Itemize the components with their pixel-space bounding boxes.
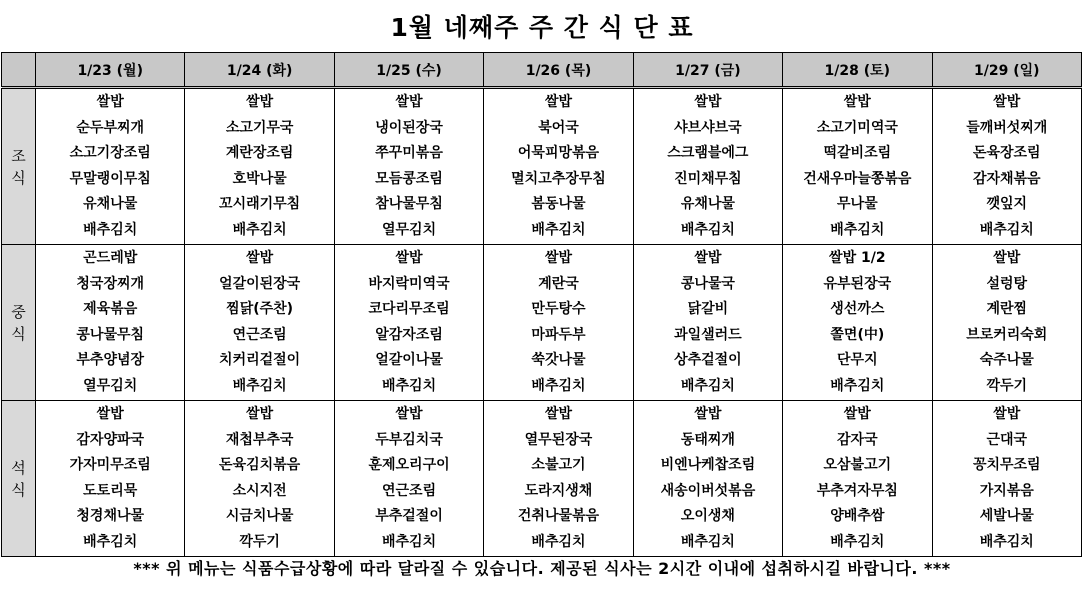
menu-item: 세발나물 [979, 508, 1034, 525]
menu-item: 생선까스 [830, 301, 885, 318]
menu-item: 소시지전 [232, 482, 287, 499]
dinner-label [2, 401, 36, 557]
menu-item: 배추김치 [680, 533, 735, 550]
menu-item: 들깨버섯찌개 [966, 119, 1048, 136]
menu-item: 찜닭(주찬) [226, 301, 294, 318]
menu-item: 쌀밥 [96, 406, 124, 422]
lunch-menu-cell [484, 245, 633, 401]
menu-item: 배추김치 [830, 221, 885, 238]
dinner-menu-cell [932, 401, 1081, 557]
menu-item: 깍두기 [239, 533, 280, 550]
menu-item: 열무김치 [83, 377, 138, 394]
menu-item: 배추김치 [232, 377, 287, 394]
menu-item: 쌀밥 [993, 94, 1021, 110]
menu-item: 쌀밥 [843, 94, 871, 110]
menu-item: 닭갈비 [687, 301, 729, 318]
menu-item: 배추김치 [382, 533, 437, 550]
menu-item: 쌀밥 [246, 250, 274, 266]
menu-item: 건취나물볶음 [517, 508, 600, 525]
menu-item: 부추양념장 [76, 352, 145, 369]
menu-item: 감자국 [837, 431, 878, 448]
menu-item: 만두탕수 [531, 301, 586, 318]
menu-item: 샤브샤브국 [674, 119, 742, 136]
breakfast-menu-cell [484, 88, 633, 245]
menu-item: 쌀밥 [96, 94, 124, 110]
menu-item: 연근조림 [232, 326, 287, 343]
dinner-menu-cell [783, 401, 932, 557]
menu-item: 배추김치 [680, 221, 735, 238]
menu-item: 쌀밥 1/2 [829, 250, 886, 266]
dinner-menu-cell [633, 401, 782, 557]
lunch-menu-cell [783, 245, 932, 401]
menu-item: 오이생채 [680, 508, 735, 525]
menu-item: 소고기장조림 [69, 145, 151, 162]
breakfast-label [2, 88, 36, 245]
menu-item: 재첩부추국 [225, 431, 294, 448]
menu-item: 북어국 [538, 119, 579, 136]
menu-item: 코다리무조림 [368, 301, 450, 318]
day-header: 1/24 (화) [185, 53, 334, 88]
menu-item: 열무김치 [382, 221, 437, 238]
day-header: 1/27 (금) [633, 53, 782, 88]
menu-item: 진미채무침 [674, 170, 742, 187]
menu-item: 쌀밥 [246, 406, 274, 422]
menu-item: 쌀밥 [694, 250, 722, 266]
menu-item: 상추겉절이 [674, 352, 742, 369]
menu-item: 비엔나케찹조림 [660, 457, 756, 474]
menu-item: 도라지생채 [524, 482, 593, 499]
menu-item: 배추김치 [680, 377, 735, 394]
dinner-menu-cell [185, 401, 334, 557]
menu-item: 호박나물 [232, 170, 287, 187]
menu-item: 떡갈비조림 [823, 145, 892, 162]
meal-label-char: 식 [11, 480, 26, 499]
meal-label-char: 식 [11, 324, 26, 343]
menu-item: 꼬시래기무침 [219, 196, 301, 213]
menu-item: 쫄면(中) [830, 326, 885, 343]
lunch-menu-cell [633, 245, 782, 401]
menu-item: 콩나물무침 [76, 326, 145, 343]
menu-item: 쌀밥 [246, 94, 274, 110]
day-header: 1/28 (토) [783, 53, 932, 88]
footer-notice: *** 위 메뉴는 식품수급상황에 따라 달라질 수 있습니다. 제공된 식사는 2시간 이내에 섭취하시길 바랍니다. *** [133, 559, 951, 578]
menu-item: 훈제오리구이 [368, 457, 450, 474]
lunch-menu-cell [334, 245, 483, 401]
menu-item: 얼갈이된장국 [219, 275, 301, 292]
menu-item: 배추김치 [531, 221, 586, 238]
menu-item: 꽁치무조림 [972, 457, 1041, 474]
day-header: 1/29 (일) [932, 53, 1081, 88]
menu-item: 무말랭이무침 [69, 170, 151, 187]
menu-item: 계란찜 [986, 301, 1028, 318]
menu-item: 쌀밥 [544, 250, 572, 266]
menu-item: 무나물 [837, 196, 878, 213]
menu-item: 쌀밥 [544, 94, 572, 110]
menu-item: 유채나물 [83, 196, 138, 213]
menu-item: 감자채볶음 [972, 170, 1041, 187]
menu-item: 시금치나물 [225, 508, 294, 525]
dinner-menu-cell [36, 401, 185, 557]
menu-item: 바지락미역국 [368, 275, 450, 292]
breakfast-menu-cell [334, 88, 483, 245]
menu-item: 돈육김치볶음 [219, 457, 301, 474]
menu-item: 동태찌개 [680, 431, 735, 448]
menu-item: 배추김치 [232, 221, 287, 238]
menu-item: 콩나물국 [680, 275, 735, 292]
menu-item: 쌀밥 [694, 406, 722, 422]
menu-item: 알감자조림 [375, 326, 443, 343]
menu-item: 숙주나물 [979, 352, 1034, 369]
weekly-menu-table [1, 52, 1082, 557]
lunch-menu-cell [36, 245, 185, 401]
menu-item: 유채나물 [680, 196, 735, 213]
breakfast-menu-cell [36, 88, 185, 245]
day-header: 1/26 (목) [484, 53, 633, 88]
meal-label-char: 석 [11, 458, 26, 477]
corner-cell [2, 53, 36, 88]
lunch-menu-cell [932, 245, 1081, 401]
menu-item: 쌀밥 [395, 94, 423, 110]
menu-item: 두부김치국 [375, 431, 443, 448]
menu-item: 곤드레밥 [83, 250, 138, 266]
dinner-row [2, 401, 1082, 557]
menu-item: 깻잎지 [986, 196, 1028, 213]
menu-item: 배추김치 [83, 533, 138, 550]
menu-item: 브로커리숙회 [966, 326, 1048, 343]
menu-item: 쭈꾸미볶음 [375, 145, 443, 162]
menu-item: 유부된장국 [823, 275, 892, 292]
lunch-label [2, 245, 36, 401]
menu-item: 쌀밥 [843, 406, 871, 422]
menu-item: 배추김치 [531, 377, 586, 394]
breakfast-menu-cell [932, 88, 1081, 245]
menu-item: 소고기무국 [225, 119, 294, 136]
menu-item: 도토리묵 [83, 482, 138, 499]
menu-item: 단무지 [837, 352, 878, 369]
menu-item: 가자미무조림 [69, 457, 151, 474]
menu-item: 참나물무침 [375, 196, 443, 213]
menu-item: 과일샐러드 [674, 326, 742, 343]
menu-item: 연근조림 [382, 482, 437, 499]
menu-item: 모듬콩조림 [375, 170, 443, 187]
dinner-menu-cell [334, 401, 483, 557]
breakfast-menu-cell [185, 88, 334, 245]
page-title: 1월 네째주 주 간 식 단 표 [390, 13, 694, 42]
menu-item: 쌀밥 [993, 406, 1021, 422]
menu-item: 치커리겉절이 [219, 352, 301, 369]
menu-item: 쌀밥 [993, 250, 1021, 266]
menu-item: 배추김치 [830, 377, 885, 394]
menu-item: 배추김치 [979, 533, 1034, 550]
menu-item: 설렁탕 [986, 275, 1028, 292]
menu-item: 부추겨자무침 [816, 482, 898, 499]
menu-item: 소불고기 [531, 457, 586, 474]
menu-item: 양배추쌈 [830, 508, 885, 525]
breakfast-row [2, 88, 1082, 245]
menu-item: 제육볶음 [83, 301, 138, 318]
menu-item: 오삼불고기 [823, 457, 892, 474]
menu-item: 배추김치 [531, 533, 586, 550]
menu-item: 깍두기 [986, 377, 1028, 394]
menu-item: 어묵피망볶음 [517, 145, 600, 162]
table-header-row [2, 53, 1082, 88]
menu-item: 봄동나물 [531, 196, 586, 213]
menu-item: 청경채나물 [76, 508, 145, 525]
menu-item: 쌀밥 [395, 250, 423, 266]
menu-item: 계란국 [538, 275, 579, 292]
meal-label-char: 중 [11, 302, 26, 321]
menu-item: 돈육장조림 [972, 145, 1041, 162]
menu-item: 새송이버섯볶음 [660, 482, 756, 499]
menu-item: 순두부찌개 [76, 119, 145, 136]
menu-item: 배추김치 [83, 221, 138, 238]
menu-item: 배추김치 [830, 533, 885, 550]
menu-item: 계란장조림 [225, 145, 294, 162]
menu-item: 가지볶음 [979, 482, 1034, 499]
meal-label-char: 조 [11, 146, 26, 165]
menu-item: 쌀밥 [395, 406, 423, 422]
menu-item: 냉이된장국 [375, 119, 443, 136]
dinner-menu-cell [484, 401, 633, 557]
menu-item: 근대국 [986, 431, 1028, 448]
meal-label-char: 식 [11, 168, 26, 187]
menu-item: 멸치고추장무침 [511, 170, 606, 187]
day-header: 1/25 (수) [334, 53, 483, 88]
menu-item: 열무된장국 [524, 431, 593, 448]
breakfast-menu-cell [783, 88, 932, 245]
menu-item: 쑥갓나물 [531, 352, 586, 369]
menu-item: 배추김치 [382, 377, 437, 394]
day-header: 1/23 (월) [36, 53, 185, 88]
menu-body [2, 88, 1082, 557]
menu-item: 쌀밥 [544, 406, 572, 422]
menu-item: 쌀밥 [694, 94, 722, 110]
menu-item: 스크램블에그 [667, 145, 749, 162]
lunch-menu-cell [185, 245, 334, 401]
menu-item: 건새우마늘쫑볶음 [803, 170, 912, 187]
menu-item: 마파두부 [531, 326, 586, 343]
menu-item: 부추겉절이 [375, 508, 443, 525]
menu-item: 소고기미역국 [816, 119, 898, 136]
breakfast-menu-cell [633, 88, 782, 245]
menu-item: 얼갈이나물 [375, 352, 443, 369]
menu-item: 배추김치 [979, 221, 1034, 238]
menu-item: 감자양파국 [76, 431, 145, 448]
menu-item: 청국장찌개 [76, 275, 145, 292]
lunch-row [2, 245, 1082, 401]
